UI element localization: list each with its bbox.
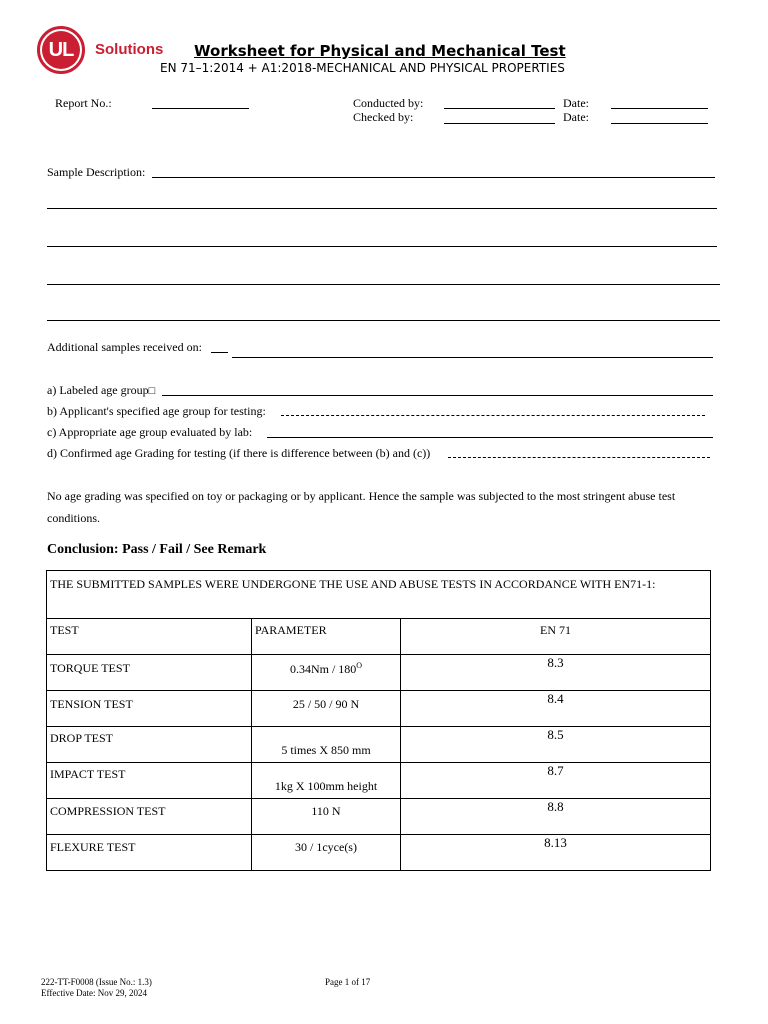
table-row <box>47 727 711 763</box>
test-clause: 8.5 <box>401 727 711 763</box>
test-name: IMPACT TEST <box>47 763 252 799</box>
degree-superscript: O <box>356 661 363 670</box>
footer-doc-info <box>41 977 152 999</box>
age-item-c: c) Appropriate age group evaluated by lab: <box>47 425 253 439</box>
ul-logo-mark: UL <box>42 31 80 69</box>
age-grading-note: No age grading was specified on toy or packaging or by applicant. Hence the sample was subjected to the most stringent abuse test conditions. <box>47 489 676 525</box>
date-field-2[interactable] <box>611 123 708 124</box>
test-name: TORQUE TEST <box>47 655 252 691</box>
table-header-row <box>47 619 711 655</box>
conducted-by-label: Conducted by: <box>353 96 424 110</box>
additional-samples-label: Additional samples received on: <box>47 340 202 354</box>
age-item-c-field[interactable] <box>267 437 713 438</box>
test-name: FLEXURE TEST <box>47 835 252 871</box>
header-parameter: PARAMETER <box>252 619 401 655</box>
test-clause: 8.7 <box>401 763 711 799</box>
checkbox-icon[interactable]: □ <box>148 385 156 397</box>
test-clause: 8.13 <box>401 835 711 871</box>
header-en71: EN 71 <box>401 619 711 655</box>
sample-description-line-3[interactable] <box>47 246 717 247</box>
date-label-1: Date: <box>563 96 589 110</box>
test-parameter: 5 times X 850 mm <box>252 727 401 763</box>
table-row <box>47 763 711 799</box>
table-row <box>47 655 711 691</box>
footer-effective-date: Effective Date: Nov 29, 2024 <box>41 988 148 998</box>
page-title: Worksheet for Physical and Mechanical Test <box>194 42 566 60</box>
age-item-d-field[interactable] <box>448 457 710 458</box>
sample-description-line-2[interactable] <box>47 208 717 209</box>
table-row <box>47 799 711 835</box>
test-parameter: 1kg X 100mm height <box>252 763 401 799</box>
age-item-a-field[interactable] <box>162 395 713 396</box>
test-name: COMPRESSION TEST <box>47 799 252 835</box>
test-name: TENSION TEST <box>47 691 252 727</box>
test-parameter: 30 / 1cyce(s) <box>252 835 401 871</box>
sample-description-line-1[interactable] <box>152 177 715 178</box>
additional-samples-short-line <box>211 352 228 353</box>
test-clause: 8.3 <box>401 655 711 691</box>
age-item-b-field[interactable] <box>281 415 705 416</box>
test-parameter: 110 N <box>252 799 401 835</box>
date-label-2: Date: <box>563 110 589 124</box>
test-parameter <box>252 655 401 691</box>
page-subtitle: EN 71–1:2014 + A1:2018-MECHANICAL AND PHYSICAL PROPERTIES <box>160 61 565 75</box>
sample-description-line-5[interactable] <box>47 320 720 321</box>
sample-description-label: Sample Description: <box>47 165 146 179</box>
age-item-a-text: a) Labeled age group <box>47 383 149 397</box>
report-no-label: Report No.: <box>55 96 112 110</box>
test-clause: 8.4 <box>401 691 711 727</box>
age-item-d: d) Confirmed age Grading for testing (if there is difference between (b) and (c)) <box>47 446 431 460</box>
header-test: TEST <box>47 619 252 655</box>
table-row <box>47 691 711 727</box>
footer-page-number: Page 1 of 17 <box>325 977 371 987</box>
table-intro: THE SUBMITTED SAMPLES WERE UNDERGONE THE USE AND ABUSE TESTS IN ACCORDANCE WITH EN71-1: <box>47 571 711 619</box>
additional-samples-field[interactable] <box>232 357 713 358</box>
test-clause: 8.8 <box>401 799 711 835</box>
age-item-b: b) Applicant's specified age group for testing: <box>47 404 266 418</box>
age-item-a <box>47 383 155 398</box>
sample-description-line-4[interactable] <box>47 284 720 285</box>
report-no-field[interactable] <box>152 108 249 109</box>
test-parameter-value: 0.34Nm / 180 <box>289 662 357 676</box>
test-parameter: 25 / 50 / 90 N <box>252 691 401 727</box>
test-results-table <box>46 570 711 871</box>
test-name: DROP TEST <box>47 727 252 763</box>
date-field-1[interactable] <box>611 108 708 109</box>
conclusion-heading: Conclusion: Pass / Fail / See Remark <box>47 542 267 557</box>
logo-solutions-text: Solutions <box>95 41 164 58</box>
footer-doc-id: 222-TT-F0008 (Issue No.: 1.3) <box>41 977 152 987</box>
table-row <box>47 835 711 871</box>
checked-by-label: Checked by: <box>353 110 414 124</box>
checked-by-field[interactable] <box>444 123 555 124</box>
conducted-by-field[interactable] <box>444 108 555 109</box>
